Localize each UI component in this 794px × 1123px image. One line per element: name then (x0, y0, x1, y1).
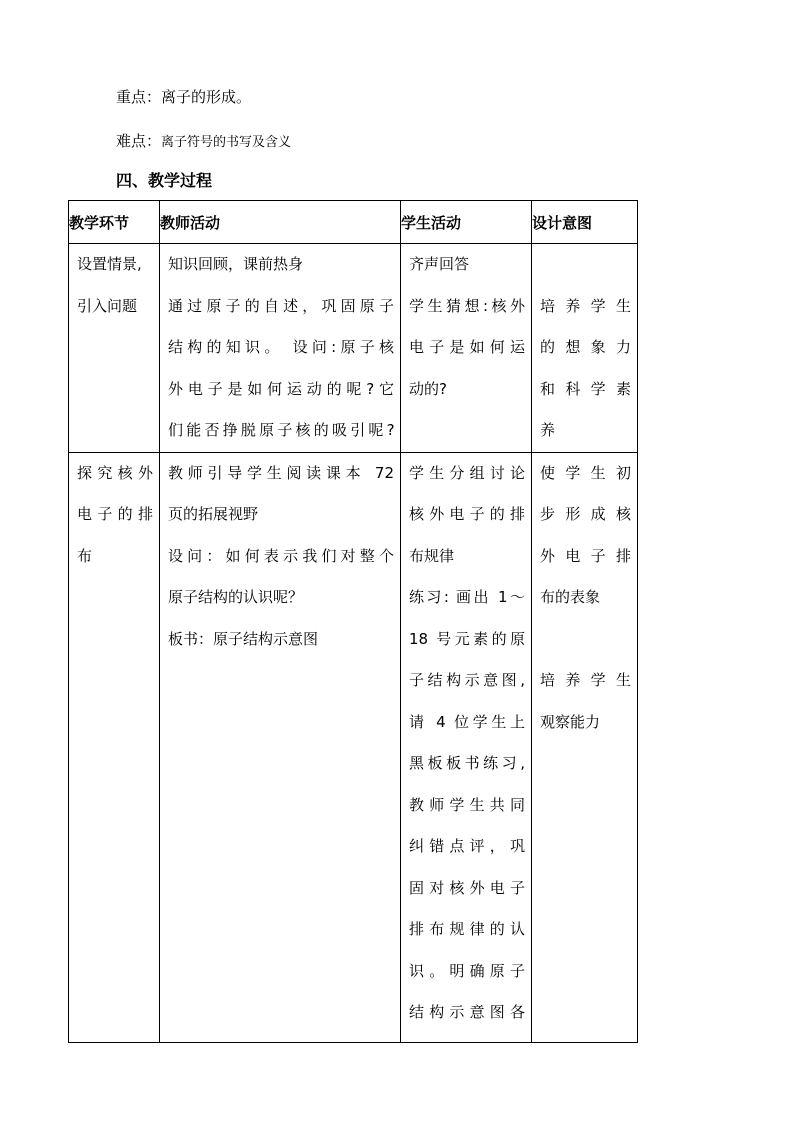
cell-line: 识。明确原子 (409, 961, 525, 980)
cell-line: 探究核外 (77, 463, 153, 482)
cell-line: 外电子是如何运动的呢?它 (168, 379, 394, 398)
cell-line: 教师引导学生阅读课本 72 (168, 463, 394, 482)
teaching-process-table (68, 200, 638, 1043)
key-point-text: 离子的形成。 (161, 88, 252, 106)
cell-line: 结构的知识。 设问:原子核 (168, 338, 394, 356)
cell-line: 排布规律的认 (409, 920, 525, 938)
teacher-activity-cell (160, 244, 401, 453)
section-heading: 四、教学过程 (116, 171, 213, 190)
difficulty-text: 离子符号的书写及含义 (161, 135, 292, 150)
header-stage: 教学环节 (69, 201, 160, 244)
cell-line: 和科学素 (540, 379, 631, 398)
cell-line: 动的? (409, 379, 447, 398)
cell-line: 设置情景, (77, 255, 142, 273)
cell-line: 固对核外电子 (409, 878, 525, 897)
cell-line: 外电子排 (540, 546, 631, 565)
cell-line: 通过原子的自述，巩固原子 (168, 296, 394, 315)
cell-line: 请 4 位学生上 (409, 712, 525, 731)
cell-line: 养 (540, 421, 556, 439)
table-row (69, 244, 638, 453)
design-intent-cell (532, 244, 638, 453)
cell-line: 黑板板书练习, (409, 754, 525, 772)
cell-line: 的想象力 (540, 338, 631, 356)
cell-line: 使学生初 (540, 463, 631, 482)
header-teacher-activity: 教师活动 (160, 201, 401, 244)
cell-line: 纠错点评，巩 (409, 837, 525, 855)
cell-line: 齐声回答 (409, 255, 470, 273)
student-activity-cell (401, 244, 532, 453)
student-activity-cell (401, 452, 532, 1042)
cell-line: 核外电子的排 (409, 505, 525, 523)
cell-line: 子结构示意图, (409, 671, 525, 689)
table-header-row (69, 201, 638, 244)
cell-line: 步形成核 (540, 505, 631, 523)
cell-line: 们能否挣脱原子核的吸引呢? (168, 421, 394, 439)
cell-line: 布 (77, 546, 93, 565)
cell-line: 板书：原子结构示意图 (168, 629, 319, 648)
difficulty-label: 难点： (116, 132, 162, 150)
cell-line: 设问：如何表示我们对整个 (168, 546, 394, 565)
difficulty-line (116, 130, 291, 151)
header-student-activity: 学生活动 (401, 201, 532, 244)
header-design-intent: 设计意图 (532, 201, 638, 244)
cell-line: 页的拓展视野 (168, 505, 259, 523)
cell-line: 布的表象 (540, 588, 601, 606)
cell-line: 知识回顾，课前热身 (168, 255, 304, 273)
cell-line: 培养学生 (540, 296, 631, 315)
cell-line: 学生分组讨论 (409, 463, 525, 482)
cell-line: 观察能力 (540, 712, 601, 731)
cell-line: 培养学生 (540, 671, 631, 689)
cell-line: 引入问题 (77, 296, 138, 315)
cell-line: 电子是如何运 (409, 338, 525, 356)
cell-line: 布规律 (409, 546, 455, 565)
cell-line: 原子结构的认识呢？ (168, 588, 304, 606)
table-row (69, 452, 638, 1042)
stage-cell (69, 452, 160, 1042)
cell-line: 18 号元素的原 (409, 629, 525, 648)
cell-line: 练习: 画出 1～ (409, 588, 525, 606)
cell-line: 结构示意图各 (409, 1003, 525, 1021)
cell-line: 电子的排 (77, 505, 153, 523)
cell-line: 学生猜想:核外 (409, 296, 525, 315)
key-point-label: 重点： (116, 88, 162, 106)
key-point-line (116, 86, 251, 107)
teacher-activity-cell (160, 452, 401, 1042)
design-intent-cell (532, 452, 638, 1042)
cell-line: 教师学生共同 (409, 795, 525, 814)
stage-cell (69, 244, 160, 453)
